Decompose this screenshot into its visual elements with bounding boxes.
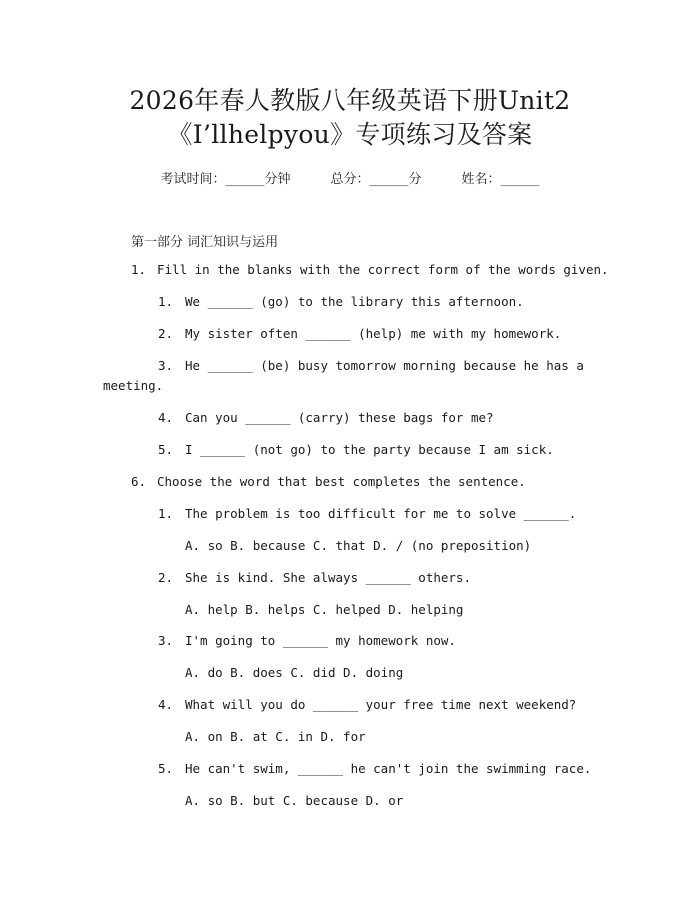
exam-time-field: 考试时间：______分钟 bbox=[160, 172, 291, 187]
question-item bbox=[158, 697, 576, 713]
question-item bbox=[158, 570, 471, 586]
item-number: 4. bbox=[158, 697, 174, 712]
item-text: I ______ (not go) to the party because I am sick. bbox=[185, 442, 554, 457]
question-1 bbox=[131, 262, 609, 278]
item-text: He can't swim, ______ he can't join the swimming race. bbox=[185, 761, 592, 776]
item-text: We ______ (go) to the library this afternoon. bbox=[185, 294, 524, 309]
question-item bbox=[158, 506, 576, 522]
item-number: 5. bbox=[158, 761, 174, 776]
exam-meta bbox=[0, 168, 700, 187]
section-heading: 第一部分 词汇知识与运用 bbox=[131, 235, 279, 250]
item-text: He ______ (be) busy tomorrow morning because he has a bbox=[185, 358, 584, 373]
question-item bbox=[158, 633, 456, 649]
question-instruction: Choose the word that best completes the sentence. bbox=[157, 474, 526, 489]
question-number: 6. bbox=[131, 474, 147, 489]
item-number: 5. bbox=[158, 442, 174, 457]
answer-options: A. on B. at C. in D. for bbox=[185, 729, 366, 744]
item-text: What will you do ______ your free time next weekend? bbox=[185, 697, 577, 712]
question-6 bbox=[131, 474, 526, 490]
answer-options: A. so B. but C. because D. or bbox=[185, 793, 404, 808]
item-number: 1. bbox=[158, 506, 174, 521]
item-text: She is kind. She always ______ others. bbox=[185, 570, 471, 585]
question-item bbox=[158, 358, 584, 374]
item-text: I'm going to ______ my homework now. bbox=[185, 633, 456, 648]
question-item bbox=[158, 761, 591, 777]
question-instruction: Fill in the blanks with the correct form of the words given. bbox=[157, 262, 609, 277]
answer-options: A. do B. does C. did D. doing bbox=[185, 665, 404, 680]
question-number: 1. bbox=[131, 262, 147, 277]
document-title-line1: 2026年春人教版八年级英语下册Unit2 bbox=[129, 86, 571, 115]
question-item bbox=[158, 294, 524, 310]
answer-options: A. help B. helps C. helped D. helping bbox=[185, 602, 464, 617]
answer-options: A. so B. because C. that D. / (no preposition) bbox=[185, 538, 532, 553]
item-number: 3. bbox=[158, 358, 174, 373]
question-item bbox=[158, 442, 554, 458]
item-number: 3. bbox=[158, 633, 174, 648]
item-text: The problem is too difficult for me to solve ______. bbox=[185, 506, 577, 521]
student-name-field: 姓名：______ bbox=[461, 172, 540, 187]
item-text: My sister often ______ (help) me with my homework. bbox=[185, 326, 562, 341]
total-score-field: 总分：______分 bbox=[330, 172, 422, 187]
item-number: 1. bbox=[158, 294, 174, 309]
question-item bbox=[158, 410, 494, 426]
item-number: 2. bbox=[158, 326, 174, 341]
item-number: 2. bbox=[158, 570, 174, 585]
item-text-continuation: meeting. bbox=[103, 378, 164, 393]
question-item bbox=[158, 326, 561, 342]
item-text: Can you ______ (carry) these bags for me? bbox=[185, 410, 494, 425]
document-title-line2: 《I’llhelpyou》专项练习及答案 bbox=[167, 120, 533, 149]
item-number: 4. bbox=[158, 410, 174, 425]
